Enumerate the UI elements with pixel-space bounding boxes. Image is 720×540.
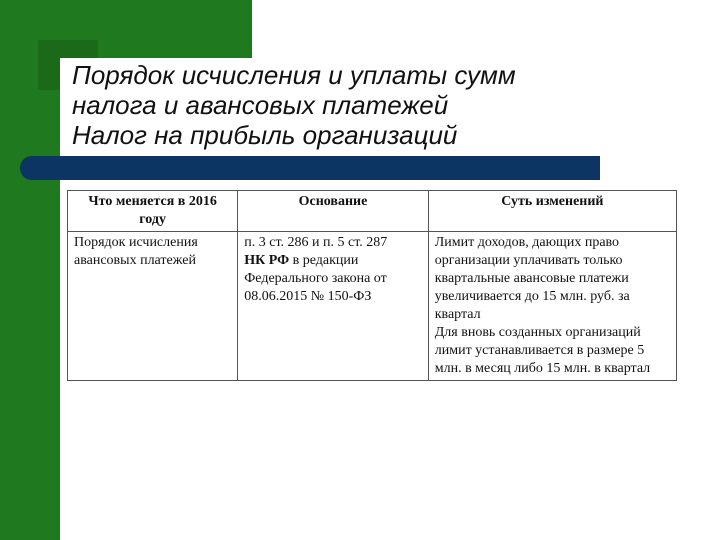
cell-essence	[428, 232, 676, 381]
basis-law-number: 08.06.2015 № 150-ФЗ	[244, 289, 372, 304]
essence-paragraph-2: Для вновь созданных организаций лимит устанавливается в размере 5 млн. в месяц либо 15 млн. в квартал	[434, 325, 651, 376]
table-row	[68, 232, 677, 381]
table-header-row	[68, 191, 677, 232]
header-basis: Основание	[238, 191, 429, 232]
basis-text-1: п. 3 ст. 286 и п. 5 ст. 287	[244, 235, 388, 250]
header-essence: Суть изменений	[428, 191, 676, 232]
page-title	[72, 60, 632, 150]
changes-table	[67, 190, 677, 381]
title-line-3: Налог на прибыль организаций	[72, 120, 458, 150]
basis-code: НК РФ	[244, 253, 290, 268]
title-underline-bar	[20, 156, 600, 180]
title-line-1: Порядок исчисления и уплаты сумм	[72, 60, 516, 90]
cell-what-changes: Порядок исчисления авансовых платежей	[68, 232, 238, 381]
essence-paragraph-1: Лимит доходов, дающих право организации уплачивать только квартальные авансовые платежи увеличивается до 15 млн. руб. за квартал	[434, 235, 630, 322]
header-what-changes: Что меняется в 2016 году	[68, 191, 238, 232]
title-line-2: налога и авансовых платежей	[72, 90, 449, 120]
basis-text-2: в редакции Федерального закона от	[244, 253, 387, 286]
cell-basis	[238, 232, 429, 381]
